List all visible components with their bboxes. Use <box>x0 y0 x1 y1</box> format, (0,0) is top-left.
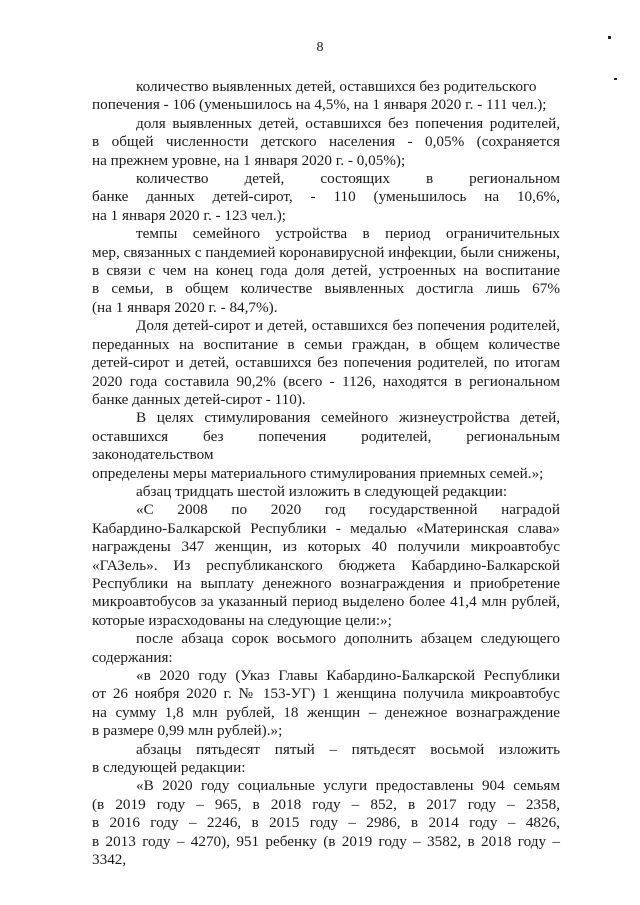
text-line: Доля детей-сирот и детей, оставшихся без попечения родителей, <box>136 317 560 335</box>
paragraph <box>92 409 560 483</box>
text-line: (на 1 января 2020 г. - 84,7%). <box>92 298 278 316</box>
text-line: банке данных детей-сирот - 110). <box>92 390 306 408</box>
text-line: в общей численности детского населения - 0,05% (сохраняется <box>92 133 560 151</box>
page-number: 8 <box>316 40 324 55</box>
scan-mark <box>614 78 617 80</box>
text-line: определены меры материального стимулирования приемных семей.»; <box>92 464 544 482</box>
paragraph <box>92 115 560 170</box>
text-line: на сумму 1,8 млн рублей, 18 женщин – денежное вознаграждение <box>92 703 560 721</box>
text: количество выявленных детей, оставшихся без родительского <box>136 78 537 95</box>
text-line: «В 2020 году социальные услуги предоставлены 904 семьям <box>136 777 560 795</box>
text-line: попечения - 106 (уменьшилось на 4,5%, на 1 января 2020 г. - 111 чел.); <box>92 96 547 114</box>
text-line: количество детей, состоящих в региональном <box>136 170 560 188</box>
paragraph <box>92 225 560 317</box>
text-line: микроавтобусов за указанный период выделено более 41,4 млн рублей, <box>92 593 560 611</box>
text-line: на 1 января 2020 г. - 123 чел.); <box>92 206 287 224</box>
text-line: детей-сирот и детей, оставшихся без попечения родителей, по итогам <box>92 354 560 372</box>
document-body <box>92 78 560 869</box>
text-line: Кабардино-Балкарской Республики - медалью «Материнская слава» <box>92 519 560 537</box>
text-line: награждены 347 женщин, из которых 40 получили микроавтобус <box>92 538 560 556</box>
paragraph <box>92 170 560 225</box>
text-line: 2020 года составила 90,2% (всего - 1126, находятся в региональном <box>92 372 560 390</box>
paragraph <box>92 78 560 115</box>
text-line: Республики на выплату денежного вознаграждения и приобретение <box>92 574 560 592</box>
paragraph <box>92 667 560 741</box>
text-line: которые израсходованы на следующие цели:»; <box>92 611 392 629</box>
text-line: темпы семейного устройства в период ограничительных <box>136 225 560 243</box>
text-line: В целях стимулирования семейного жизнеустройства детей, <box>136 409 560 427</box>
paragraph <box>92 741 560 778</box>
text-line: оставшихся без попечения родителей, региональным законодательством <box>92 427 560 464</box>
paragraph <box>92 501 560 630</box>
text-line: после абзаца сорок восьмого дополнить абзацем следующего <box>136 630 560 648</box>
text-line: от 26 ноября 2020 г. № 153-УГ) 1 женщина получила микроавтобус <box>92 685 560 703</box>
text-line: содержания: <box>92 648 173 666</box>
text-line: абзац тридцать шестой изложить в следующей редакции: <box>136 482 508 500</box>
text-line: переданных на воспитание в семьи граждан, в общем количестве <box>92 335 560 353</box>
paragraph <box>92 317 560 409</box>
text-line: «в 2020 году (Указ Главы Кабардино-Балкарской Республики <box>136 667 560 684</box>
text-line <box>92 78 560 96</box>
text-line: (в 2019 году – 965, в 2018 году – 852, в 2017 году – 2358, <box>92 795 560 813</box>
text-line: «С 2008 по 2020 год государственной наградой <box>136 501 560 519</box>
scan-mark <box>608 36 611 39</box>
text-line: в следующей редакции: <box>92 759 246 777</box>
text-line: в 2016 году – 2246, в 2015 году – 2986, в 2014 году – 4826, <box>92 814 560 832</box>
text-line: мер, связанных с пандемией коронавирусной инфекции, были снижены, <box>92 243 560 261</box>
text-line: доля выявленных детей, оставшихся без попечения родителей, <box>136 114 560 132</box>
text-line: банке данных детей-сирот, - 110 (уменьшилось на 10,6%, <box>92 188 560 206</box>
text-line: в 2013 году – 4270), 951 ребенку (в 2019 году – 3582, в 2018 году – 3342, <box>92 832 560 869</box>
text-line: «ГАЗель». Из республиканского бюджета Кабардино-Балкарской <box>92 556 560 574</box>
paragraph <box>92 483 560 501</box>
text-line: абзацы пятьдесят пятый – пятьдесят восьмой изложить <box>136 740 560 758</box>
paragraph <box>92 630 560 667</box>
text-line: в семьи, в общем количестве выявленных достигла лишь 67% <box>92 280 560 298</box>
text-line: на прежнем уровне, на 1 января 2020 г. - 0,05%); <box>92 151 406 169</box>
text-line: в размере 0,99 млн рублей).»; <box>92 722 283 740</box>
text-line: в связи с чем на конец года доля детей, устроенных на воспитание <box>92 262 560 280</box>
paragraph <box>92 777 560 869</box>
